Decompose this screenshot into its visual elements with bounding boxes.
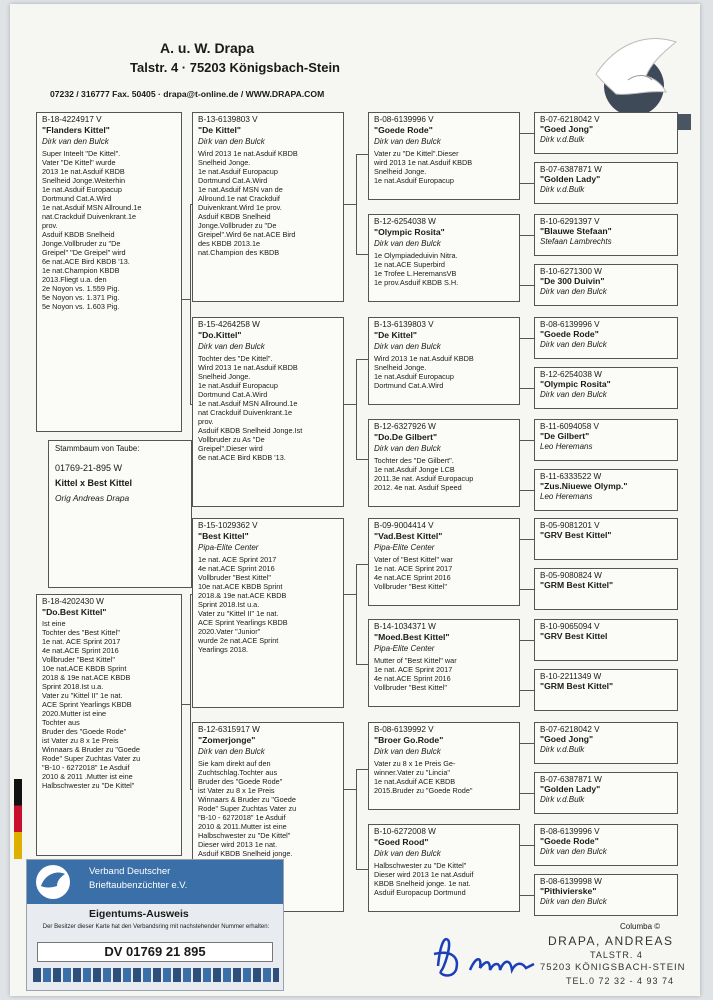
breeder-name: Leo Heremans bbox=[540, 492, 593, 502]
ring-number: B-11-6333522 W bbox=[540, 472, 602, 481]
card-header bbox=[27, 860, 283, 904]
pigeon-description: Vater of "Best Kittel" war 1e nat. ACE Sprint 2017 4e nat.ACE Sprint 2016 Vollbruder "Best Kittel" bbox=[374, 554, 453, 591]
ring-number: B-11-6094058 V bbox=[540, 422, 600, 431]
pedigree-gen4-2 bbox=[534, 162, 678, 204]
pigeon-name: "Do.Kittel" bbox=[198, 330, 242, 341]
pedigree-gen4-14 bbox=[534, 772, 678, 814]
breeder-name: Dirk van den Bulck bbox=[42, 137, 109, 147]
breeder-name: Pipa-Elite Center bbox=[198, 543, 259, 553]
pedigree-gen4-5 bbox=[534, 317, 678, 359]
ring-number: B-10-9065094 V bbox=[540, 622, 600, 631]
ownership-card bbox=[26, 859, 284, 991]
pigeon-name: "GRM Best Kittel" bbox=[540, 580, 614, 591]
ring-number: B-18-4202430 W bbox=[42, 597, 104, 606]
pedigree-gen4-3 bbox=[534, 214, 678, 256]
pigeon-name: "Goed Jong" bbox=[540, 734, 594, 745]
pigeon-name: "Blauwe Stefaan" bbox=[540, 226, 612, 237]
pigeon-name: "Goede Rode" bbox=[374, 125, 433, 136]
breeder-name: Pipa-Elite Center bbox=[374, 543, 435, 553]
pigeon-emblem-icon bbox=[35, 864, 71, 900]
breeder-name: Dirk v.d.Bulk bbox=[540, 795, 585, 805]
stamp-city: 75203 KÖNIGSBACH-STEIN bbox=[540, 962, 686, 973]
pigeon-name: "Best Kittel" bbox=[198, 531, 249, 542]
pigeon-name: "Goede Rode" bbox=[540, 836, 599, 847]
ring-number: B-10-6271300 W bbox=[540, 267, 602, 276]
pigeon-description: Ist eine Tochter des "Best Kittel" 1e nat. ACE Sprint 2017 4e nat.ACE Sprint 2016 Vollbruder "Best Kittel" 10e nat.ACE KBDB Sprint 2018 & 19e nat.ACE KBDB Sprint 2018.Ist u.a. Vater zu "Kittel II" 1e nat. ACE Sprint Yearlings KBDB 2020.Mutter ist eine Tochter aus Bruder des "Goede Rode" ist Vater zu 8 x 1e Preis Winnaars & Bruder zu "Goede Rode" Super Zuchtas Vater zu "B-10 - 6272018" 1e Asduif 2010 & 2011 .Mutter ist eine Halbschwester zu "De Kittel" bbox=[42, 619, 141, 791]
breeder-name: Dirk van den Bulck bbox=[374, 747, 441, 757]
ring-number: B-08-6139992 V bbox=[374, 725, 434, 734]
pedigree-fmm bbox=[368, 419, 520, 507]
card-org-line1: Verband Deutscher bbox=[89, 866, 171, 877]
breeder-name: Pipa-Elite Center bbox=[374, 644, 435, 654]
pedigree-gen4-6 bbox=[534, 367, 678, 409]
pigeon-description: Vater zu 8 x 1e Preis Ge- winner.Vater zu "Lincia" 1e nat.Asduif ACE KBDB 2015.Bruder zu "Goede Rode" bbox=[374, 758, 473, 795]
breeder-name: Dirk van den Bulck bbox=[374, 342, 441, 352]
subject-pairing: Kittel x Best Kittel bbox=[55, 478, 133, 488]
pedigree-ffm bbox=[368, 214, 520, 302]
pigeon-description: 1e Olympiadeduivin Nitra. 1e nat.ACE Superbird 1e Trofee L.HeremansVB 1e prov.Asduif KBDB S.H. bbox=[374, 250, 459, 287]
pigeon-name: "Golden Lady" bbox=[540, 174, 601, 185]
pigeon-name: "Olympic Rosita" bbox=[374, 227, 445, 238]
ring-number: B-07-6387871 W bbox=[540, 775, 602, 784]
pedigree-mmm bbox=[368, 824, 520, 912]
ring-number: B-13-6139803 V bbox=[198, 115, 258, 124]
card-ring-number: DV 01769 21 895 bbox=[37, 942, 273, 962]
pedigree-father bbox=[36, 112, 182, 432]
pigeon-name: "GRM Best Kittel" bbox=[540, 681, 614, 692]
pigeon-name: "De Gilbert" bbox=[540, 431, 590, 442]
stamp-street: TALSTR. 4 bbox=[590, 950, 643, 960]
pedigree-mother bbox=[36, 594, 182, 856]
ring-number: B-08-6139998 W bbox=[540, 877, 602, 886]
ring-number: B-08-6139996 V bbox=[540, 827, 600, 836]
breeder-contact: 07232 / 316777 Fax. 50405 · drapa@t-online.de / WWW.DRAPA.COM bbox=[50, 89, 325, 99]
pedigree-father-father bbox=[192, 112, 344, 302]
breeder-name: Dirk van den Bulck bbox=[540, 287, 607, 297]
subject-pigeon bbox=[48, 440, 192, 588]
ring-number: B-07-6387871 W bbox=[540, 165, 602, 174]
ring-number: B-15-4264258 W bbox=[198, 320, 260, 329]
pigeon-name: "Broer Go.Rode" bbox=[374, 735, 444, 746]
pedigree-gen4-9 bbox=[534, 518, 678, 560]
breeder-name: Dirk van den Bulck bbox=[374, 137, 441, 147]
columba-credit: Columba © bbox=[620, 922, 661, 931]
pigeon-description: Tochter des "De Gilbert". 1e nat.Asduif Jonge LCB 2011.3e nat. Asduif Europacup 2012. 4e nat. Asduif Speed bbox=[374, 455, 474, 492]
pigeon-description: Sie kam direkt auf den Zuchtschlag.Tochter aus Bruder des "Goede Rode" ist Vater zu 8 x 1e Preis Winnaars & Bruder zu "Goede Rode" Super Zuchtas Vater zu "B-10 - 6272018" 1e Asduif 2010 & 2011.Mutter ist eine Halbschwester zu "De Kittel" Dieser wird 2013 1e nat. Asduif KBDB Snelheid jonge. bbox=[198, 758, 297, 858]
breeder-name: Dirk van den Bulck bbox=[540, 390, 607, 400]
ring-number: B-05-9080824 W bbox=[540, 571, 602, 580]
breeder-name: Dirk van den Bulck bbox=[374, 444, 441, 454]
ring-number: B-15-1029362 V bbox=[198, 521, 258, 530]
pedigree-gen4-15 bbox=[534, 824, 678, 866]
breeder-name: Dirk van den Bulck bbox=[374, 849, 441, 859]
pigeon-name: "Goed Jong" bbox=[540, 124, 594, 135]
subject-origin: Orig Andreas Drapa bbox=[55, 493, 130, 503]
pigeon-name: "De Kittel" bbox=[374, 330, 418, 341]
ring-number: B-10-6272008 W bbox=[374, 827, 436, 836]
pigeon-name: "Zus.Niuewe Olymp." bbox=[540, 481, 628, 492]
pigeon-name: "Zomerjonge" bbox=[198, 735, 256, 746]
pigeon-name: "GRV Best Kittel" bbox=[540, 530, 612, 541]
pigeon-description: Super Inteelt "De Kittel". Vater "De Kittel" wurde 2013 1e nat.Asduif KBDB Snelheid Jonge.Weiterhin 1e nat.Asduif Europacup Dortmund Cat.A.Wird 1e nat.Asduif MSN Allround.1e nat.Crackduif Duivenkrant.1e prov. Asduif KBDB Snelheid Jonge.Vollbruder zu "De Greipel" "De Greipel" wird 6e nat.ACE Bird KBDB '13. 1e nat.Champion KBDB 2013.Fliegt u.a. den 2e Noyon vs. 1.559 Pig. 5e Noyon vs. 1.371 Pig. 5e Noyon vs. 1.603 Pig. bbox=[42, 148, 142, 311]
pigeon-name: "Flanders Kittel" bbox=[42, 125, 110, 136]
breeder-name: Dirk van den Bulck bbox=[198, 747, 265, 757]
ring-number: B-18-4224917 V bbox=[42, 115, 102, 124]
ring-number: B-10-2211349 W bbox=[540, 672, 602, 681]
pigeon-name: "De 300 Duivin" bbox=[540, 276, 605, 287]
ring-number: B-12-6327926 W bbox=[374, 422, 436, 431]
pedigree-gen4-10 bbox=[534, 568, 678, 610]
pigeon-description: Tochter des "De Kittel". Wird 2013 1e nat.Asduif KBDB Snelheid Jonge. 1e nat.Asduif Europacup Dortmund Cat.A.Wird 1e nat.Asduif MSN Allround.1e nat Crackduif Duivenkrant.1e prov. Asduif KBDB Snelheid Jonge.Ist Vollbruder zu As "De Greipel".Dieser wird 6e nat.ACE Bird KBDB '13. bbox=[198, 353, 303, 462]
signature-icon bbox=[430, 926, 560, 986]
pigeon-description: Vater zu "De Kittel".Dieser wird 2013 1e nat.Asduif KBDB Snelheid Jonge. 1e nat.Asduif Europacup bbox=[374, 148, 473, 185]
stamp-phone: TEL.0 72 32 - 4 93 74 bbox=[566, 976, 675, 986]
pedigree-mother-father bbox=[192, 518, 344, 708]
ring-number: B-05-9081201 V bbox=[540, 521, 600, 530]
pigeon-name: "Olympic Rosita" bbox=[540, 379, 611, 390]
breeder-address: Talstr. 4 · 75203 Königsbach-Stein bbox=[130, 60, 340, 75]
breeder-name: Dirk van den Bulck bbox=[198, 137, 265, 147]
pigeon-name: "Golden Lady" bbox=[540, 784, 601, 795]
ring-number: B-09-9004414 V bbox=[374, 521, 434, 530]
subject-ring: 01769-21-895 W bbox=[55, 463, 123, 473]
pigeon-name: "Goed Rood" bbox=[374, 837, 429, 848]
pigeon-name: "Vad.Best Kittel" bbox=[374, 531, 443, 542]
pigeon-description: Halbschwester zu "De Kittel" Dieser wird 2013 1e nat.Asduif KBDB Snelheid jonge. 1e nat. Asduif Europacup Dortmund bbox=[374, 860, 474, 897]
pigeon-name: "Goede Rode" bbox=[540, 329, 599, 340]
breeder-name: Dirk van den Bulck bbox=[540, 340, 607, 350]
pedigree-fmf bbox=[368, 317, 520, 405]
pedigree-gen4-7 bbox=[534, 419, 678, 461]
breeder-name: Leo Heremans bbox=[540, 442, 593, 452]
card-org-line2: Brieftaubenzüchter e.V. bbox=[89, 880, 188, 891]
breeder-name: Dirk v.d.Bulk bbox=[540, 185, 585, 195]
pedigree-gen4-13 bbox=[534, 722, 678, 764]
pigeon-name: "GRV Best Kittel bbox=[540, 631, 608, 642]
ring-number: B-14-1034371 W bbox=[374, 622, 436, 631]
pigeon-name: "De Kittel" bbox=[198, 125, 242, 136]
card-note: Der Besitzer dieser Karte hat den Verbandsring mit nachstehender Nummer erhalten: bbox=[42, 924, 270, 930]
german-flag-stripe bbox=[14, 779, 22, 859]
pigeon-name: "Pithivierske" bbox=[540, 886, 597, 897]
pigeon-name: "Do.Best Kittel" bbox=[42, 607, 107, 618]
pigeon-name: "Do.De Gilbert" bbox=[374, 432, 438, 443]
breeder-name: Dirk v.d.Bulk bbox=[540, 745, 585, 755]
pedigree-gen4-8 bbox=[534, 469, 678, 511]
pigeon-description: Wird 2013 1e nat.Asduif KBDB Snelheid Jonge. 1e nat.Asduif Europacup Dortmund Cat.A.Wird 1e nat.Asduif MSN van de Allround.1e nat Crackduif Duivenkrant.Wird 1e prov. Asduif KBDB Snelheid Jonge.Vollbruder zu "De Greipel".Wird 6e nat.ACE Bird des KBDB 2013.1e nat.Champion des KBDB bbox=[198, 148, 298, 257]
ring-number: B-12-6315917 W bbox=[198, 725, 260, 734]
subject-label: Stammbaum von Taube: bbox=[55, 444, 140, 453]
breeder-name: Dirk van den Bulck bbox=[374, 239, 441, 249]
card-pattern-band bbox=[33, 968, 279, 982]
stamp-name: DRAPA, ANDREAS bbox=[548, 934, 674, 948]
ring-number: B-13-6139803 V bbox=[374, 320, 434, 329]
pedigree-gen4-12 bbox=[534, 669, 678, 711]
breeder-name: Stefaan Lambrechts bbox=[540, 237, 612, 247]
pedigree-mmf bbox=[368, 722, 520, 810]
pedigree-mfm bbox=[368, 619, 520, 707]
ring-number: B-07-6218042 V bbox=[540, 115, 600, 124]
ring-number: B-08-6139996 V bbox=[540, 320, 600, 329]
pedigree-mff bbox=[368, 518, 520, 606]
pedigree-fff bbox=[368, 112, 520, 200]
ring-number: B-10-6291397 V bbox=[540, 217, 600, 226]
ring-number: B-07-6218042 V bbox=[540, 725, 600, 734]
breeder-title: A. u. W. Drapa bbox=[160, 40, 255, 56]
pedigree-father-mother bbox=[192, 317, 344, 507]
breeder-name: Dirk van den Bulck bbox=[540, 897, 607, 907]
pigeon-description: 1e nat. ACE Sprint 2017 4e nat.ACE Sprint 2016 Vollbruder "Best Kittel" 10e nat.ACE KBDB Sprint 2018.& 19e nat.ACE KBDB Sprint 2018.Ist u.a. Vater zu "Kittel II" 1e nat. ACE Sprint Yearlings KBDB 2020.Vater "Junior" wurde 2e nat.ACE Sprint Yearlings 2018. bbox=[198, 554, 288, 654]
pigeon-description: Mutter of "Best Kittel" war 1e nat. ACE Sprint 2017 4e nat.ACE Sprint 2016 Vollbruder "Best Kittel" bbox=[374, 655, 457, 692]
pedigree-gen4-16 bbox=[534, 874, 678, 916]
breeder-name: Dirk v.d.Bulk bbox=[540, 135, 585, 145]
breeder-name: Dirk van den Bulck bbox=[198, 342, 265, 352]
ring-number: B-08-6139996 V bbox=[374, 115, 434, 124]
card-title: Eigentums-Ausweis bbox=[89, 908, 189, 920]
pigeon-name: "Moed.Best Kittel" bbox=[374, 632, 450, 643]
pigeon-description: Wird 2013 1e nat.Asduif KBDB Snelheid Jonge. 1e nat.Asduif Europacup Dortmund Cat.A.Wird bbox=[374, 353, 474, 390]
ring-number: B-12-6254038 W bbox=[374, 217, 436, 226]
pedigree-sheet bbox=[10, 4, 700, 996]
breeder-name: Dirk van den Bulck bbox=[540, 847, 607, 857]
ring-number: B-12-6254038 W bbox=[540, 370, 602, 379]
pedigree-gen4-11 bbox=[534, 619, 678, 661]
pedigree-gen4-4 bbox=[534, 264, 678, 306]
pedigree-gen4-1 bbox=[534, 112, 678, 154]
